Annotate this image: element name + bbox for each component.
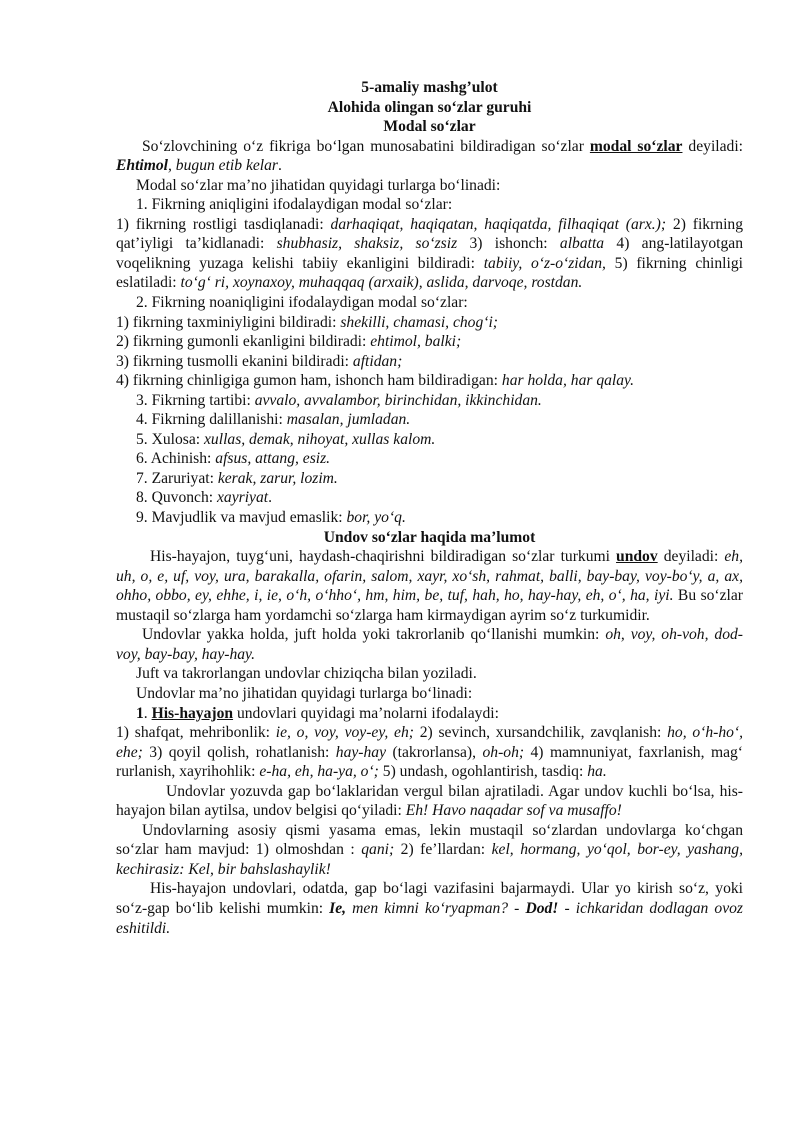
paragraph-hyphen-rule: Juft va takrorlangan undovlar chiziqcha bilan yoziladi. xyxy=(136,665,477,683)
exercise-title: 5-amaliy mashg’ulot xyxy=(361,79,498,96)
section-title: Alohida olingan so‘zlar guruhi xyxy=(327,98,532,116)
paragraph-modal-types: Modal so‘zlar ma’no jihatidan quyidagi turlarga bo‘linadi: xyxy=(136,176,501,194)
list-item: 9. Mavjudlik va mavjud emaslik: bor, yo‘q. xyxy=(136,509,406,527)
subsection-title-modal: Modal so‘zlar xyxy=(383,118,476,136)
paragraph-emotion-meanings: 1) shafqat, mehribonlik: ie, o, voy, voy-ey, eh; 2) sevinch, xursandchilik, zavqlanish: ho, o‘h-ho‘, ehe; 3) qoyil qolish, rohatlanish: hay-hay (takrorlansa), oh-oh; 4) mamnuniyat, faxrlanish, mag‘ rurlanish, xayrihohlik: e-ha, eh, ha-ya, o‘; 5) undash, ogohlantirish, tasdiq: ha. xyxy=(116,724,744,781)
paragraph-certainty-list: 1) fikrning rostligi tasdiqlanadi: darhaqiqat, haqiqatan, haqiqatda, filhaqiqat (arx.); 2) fikrning qat’iyligi ta’kidlanadi: shubhasiz, shaksiz, so‘zsiz 3) ishonch: albatta 4) ang-latilayotgan voqelikning yuzaga kelishi tabiiy ekanligini bildiradi: tabiiy, o‘z-o‘zidan, 5) fikrning chinligi eslatiladi: to‘g‘ ri, xoynaxoy, muhaqqaq (arxaik), aslida, darvoqe, rostdan. xyxy=(116,215,744,292)
list-item: 7. Zaruriyat: kerak, zarur, lozim. xyxy=(136,469,338,487)
paragraph-derived-interjections: Undovlarning asosiy qismi yasama emas, lekin mustaqil so‘zlardan undovlarga ko‘chgan so‘zlar ham mavjud: 1) olmoshdan : qani; 2) fe’llardan: kel, hormang, yo‘qol, bor-ey, yashang, kechirasiz: Kel, bir bahslashaylik! xyxy=(116,821,743,878)
paragraph-punctuation-rule: Undovlar yozuvda gap bo‘laklaridan vergul bilan ajratiladi. Agar undov kuchli bo‘lsa, his-hayajon bilan aytilsa, undov belgisi qo‘yiladi: Eh! Havo naqadar sof va musaffo! xyxy=(116,782,743,820)
term-emotion: His-hayajon xyxy=(151,704,234,722)
list-item: 8. Quvonch: xayriyat. xyxy=(136,489,272,507)
list-item: 5. Xulosa: xullas, demak, nihoyat, xullas kalom. xyxy=(136,430,436,448)
list-item: 3) fikrning tusmolli ekanini bildiradi: aftidan; xyxy=(116,352,403,370)
paragraph-modal-definition: So‘zlovchining o‘z fikriga bo‘lgan munosabatini bildiradigan so‘zlar modal so‘zlar deyiladi: Ehtimol, bugun etib kelar. xyxy=(116,137,743,175)
heading-emotion-interjections: 1. His-hayajon undovlari quyidagi ma’nolarni ifodalaydi: xyxy=(136,704,499,722)
list-item: 4) fikrning chinligiga gumon ham, ishonch ham bildiradigan: har holda, har qalay. xyxy=(116,372,635,390)
paragraph-interjection-types: Undovlar ma’no jihatidan quyidagi turlarga bo‘linadi: xyxy=(136,684,473,702)
list-item: 4. Fikrning dalillanishi: masalan, jumladan. xyxy=(136,411,411,429)
paragraph-interjection-definition: His-hayajon, tuyg‘uni, haydash-chaqirishni bildiradigan so‘zlar turkumi undov deyiladi: eh, uh, o, e, uf, voy, ura, barakalla, ofarin, salom, xayr, xo‘sh, rahmat, balli, bay-bay, voy-bo‘y, a, ax, ohho, obbo, ey, ehhe, i, ie, o‘h, o‘hho‘, hm, him, be, tuf, hah, ho, hay-hay, eh, o‘, ha, iyi. Bu so‘zlar mustaqil so‘zlarga ham yordamchi so‘zlarga ham kirmaydigan ayrim so‘z turkumidir. xyxy=(116,548,743,624)
list-item: 2) fikrning gumonli ekanligini bildiradi: ehtimol, balki; xyxy=(116,333,462,351)
heading-uncertainty: 2. Fikrning noaniqligini ifodalaydigan modal so‘zlar: xyxy=(136,294,468,312)
term-interjection: undov xyxy=(616,548,658,566)
document-page xyxy=(116,78,743,938)
list-item: 6. Achinish: afsus, attang, esiz. xyxy=(136,450,331,468)
paragraph-interjection-forms: Undovlar yakka holda, juft holda yoki takrorlanib qo‘llanishi mumkin: oh, voy, oh-voh, dod-voy, bay-bay, hay-hay. xyxy=(116,626,743,663)
paragraph-syntactic-role: His-hayajon undovlari, odatda, gap bo‘lagi vazifasini bajarmaydi. Ular yo kirish so‘z, yoki so‘z-gap bo‘lib kelishi mumkin: Ie, men kimni ko‘ryapman? - Dod! - ichkaridan dodlagan ovoz eshitildi. xyxy=(116,880,743,937)
term-modal-words: modal so‘zlar xyxy=(589,137,683,155)
subsection-title-interjection: Undov so‘zlar haqida ma’lumot xyxy=(323,528,536,546)
list-item: 1) fikrning taxminiyligini bildiradi: shekilli, chamasi, chog‘i; xyxy=(116,313,498,331)
heading-certainty: 1. Fikrning aniqligini ifodalaydigan modal so‘zlar: xyxy=(136,196,453,214)
list-item: 3. Fikrning tartibi: avvalo, avvalambor, birinchidan, ikkinchidan. xyxy=(136,391,542,409)
